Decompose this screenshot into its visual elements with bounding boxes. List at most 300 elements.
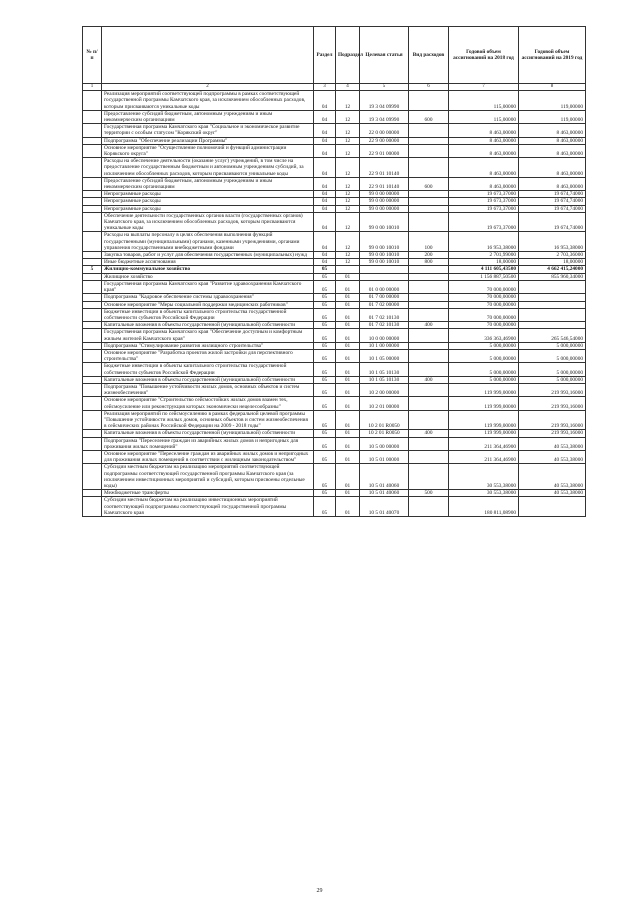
cell-allocation-2018: 70 000,00000 (449, 301, 519, 308)
cell-target-article: 99 0 00 10010 (360, 259, 409, 266)
cell-razdel: 04 (314, 91, 336, 111)
cell-num (83, 212, 102, 232)
cell-name: Подпрограмма "Повышение устойчивости жилых домов, основных объектов и систем жизнеобеспечения" (102, 383, 314, 396)
cell-num (83, 437, 102, 450)
page-number: 29 (316, 888, 323, 894)
cell-podrazdel: 01 (336, 294, 360, 301)
cell-razdel: 04 (314, 198, 336, 205)
cell-num (83, 329, 102, 342)
budget-allocation-table (82, 26, 586, 517)
cell-num (83, 430, 102, 437)
cell-target-article: 10 2 01 00000 (360, 397, 409, 410)
cell-target-article: 10 5 01 40060 (360, 490, 409, 497)
cell-name: Расходы на обеспечение деятельности (оказание услуг) учреждений, в том числе на предоставление государственным бюджетным и автономным учреждениям субсидий, за исключением обособленных расходов, которым присваиваются уникальные коды (102, 158, 314, 178)
table-row (83, 198, 586, 205)
cell-num (83, 294, 102, 301)
cell-allocation-2018: 1 156 887,50500 (449, 273, 519, 280)
cell-allocation-2019 (519, 301, 586, 308)
table-row (83, 124, 586, 137)
cell-podrazdel: 01 (336, 329, 360, 342)
cell-allocation-2018: 70 000,00000 (449, 294, 519, 301)
cell-expense-type (409, 144, 449, 157)
column-number: 6 (409, 84, 449, 91)
table-row (83, 205, 586, 212)
cell-num (83, 205, 102, 212)
cell-allocation-2019 (519, 294, 586, 301)
cell-allocation-2018: 19 673,37000 (449, 198, 519, 205)
cell-name: Жилищное хозяйство (102, 273, 314, 280)
cell-target-article: 99 0 00 00000 (360, 198, 409, 205)
cell-allocation-2019: 5 000,00000 (519, 376, 586, 383)
header-allocation-2019: Годовой объем ассигнований на 2019 год (519, 27, 586, 84)
cell-razdel: 05 (314, 301, 336, 308)
table-row (83, 232, 586, 252)
column-number: 8 (519, 84, 586, 91)
cell-allocation-2018: 336 363,46900 (449, 329, 519, 342)
cell-name: Межбюджетные трансферты (102, 490, 314, 497)
cell-expense-type (409, 342, 449, 349)
cell-num (83, 144, 102, 157)
cell-name: Подпрограмма "Переселение граждан из аварийных жилых домов и непригодных для проживания жилых помещений" (102, 437, 314, 450)
cell-target-article (360, 266, 409, 273)
cell-razdel: 04 (314, 177, 336, 190)
cell-allocation-2019: 5 000,00000 (519, 363, 586, 376)
cell-allocation-2018: 115,00000 (449, 91, 519, 111)
cell-target-article: 19 3 04 09990 (360, 91, 409, 111)
cell-target-article: 99 0 00 10010 (360, 232, 409, 252)
cell-expense-type (409, 397, 449, 410)
cell-allocation-2018: 19 673,37000 (449, 191, 519, 198)
cell-allocation-2018: 119 999,00000 (449, 397, 519, 410)
cell-allocation-2018: 211 364,46900 (449, 450, 519, 463)
cell-num (83, 410, 102, 430)
cell-razdel: 05 (314, 490, 336, 497)
cell-expense-type (409, 383, 449, 396)
cell-allocation-2019: 8 463,00000 (519, 124, 586, 137)
cell-num (83, 322, 102, 329)
cell-razdel: 05 (314, 397, 336, 410)
cell-target-article: 01 7 02 10130 (360, 322, 409, 329)
cell-name: Жилищно-коммунальное хозяйство (102, 266, 314, 273)
column-number: 3 (314, 84, 336, 91)
column-number: 5 (360, 84, 409, 91)
cell-target-article: 10 1 05 10130 (360, 376, 409, 383)
cell-podrazdel: 01 (336, 497, 360, 517)
cell-razdel: 04 (314, 252, 336, 259)
cell-expense-type (409, 158, 449, 178)
cell-target-article: 99 0 00 00000 (360, 205, 409, 212)
table-row (83, 137, 586, 144)
table-row (83, 376, 586, 383)
table-row (83, 91, 586, 111)
cell-allocation-2018: 8 463,00000 (449, 144, 519, 157)
cell-target-article: 01 7 00 00000 (360, 294, 409, 301)
table-row (83, 266, 586, 273)
cell-podrazdel: 12 (336, 137, 360, 144)
cell-expense-type (409, 497, 449, 517)
cell-target-article: 10 1 05 00000 (360, 349, 409, 362)
cell-name: Иные бюджетные ассигнования (102, 259, 314, 266)
cell-expense-type (409, 212, 449, 232)
cell-expense-type (409, 191, 449, 198)
cell-razdel: 05 (314, 266, 336, 273)
cell-name: Закупка товаров, работ и услуг для обеспечения государственных (муниципальных) нужд (102, 252, 314, 259)
cell-podrazdel: 12 (336, 191, 360, 198)
cell-name: Государственная программа Камчатского края "Развитие здравоохранения Камчатского края" (102, 280, 314, 293)
cell-target-article: 10 5 00 00000 (360, 437, 409, 450)
cell-podrazdel: 01 (336, 430, 360, 437)
cell-num (83, 198, 102, 205)
cell-name: Предоставление субсидий бюджетным, автономным учреждениям и иным некоммерческим организациям (102, 177, 314, 190)
cell-podrazdel: 01 (336, 322, 360, 329)
cell-name: Реализация мероприятий по сейсмоусилению в рамках федеральной целевой программы "Повышение устойчивости жилых домов, основных объектов и систем жизнеобеспечения в сейсмических районах Российской Федерации на 2009 - 2018 годы" (102, 410, 314, 430)
table-row (83, 144, 586, 157)
cell-expense-type (409, 363, 449, 376)
cell-target-article: 10 1 05 10130 (360, 363, 409, 376)
cell-allocation-2018: 5 000,00000 (449, 349, 519, 362)
cell-razdel: 04 (314, 144, 336, 157)
cell-name: Государственная программа Камчатского края "Обеспечение доступным и комфортным жильем жителей Камчатского края" (102, 329, 314, 342)
cell-num (83, 383, 102, 396)
cell-expense-type: 200 (409, 252, 449, 259)
cell-allocation-2018: 5 000,00000 (449, 376, 519, 383)
cell-expense-type: 600 (409, 110, 449, 123)
cell-allocation-2019: 8 463,00000 (519, 177, 586, 190)
cell-expense-type (409, 308, 449, 321)
table-row (83, 259, 586, 266)
table-row (83, 464, 586, 490)
cell-name: Основное мероприятие "Меры социальной поддержки медицинских работников" (102, 301, 314, 308)
cell-num: 5 (83, 266, 102, 273)
cell-podrazdel: 01 (336, 301, 360, 308)
cell-allocation-2018: 2 701,99000 (449, 252, 519, 259)
cell-razdel: 05 (314, 363, 336, 376)
cell-allocation-2019 (519, 280, 586, 293)
cell-name: Подпрограмма "Обеспечение реализации Программы" (102, 137, 314, 144)
cell-num (83, 158, 102, 178)
cell-num (83, 308, 102, 321)
cell-podrazdel: 12 (336, 177, 360, 190)
cell-target-article: 10 1 00 00000 (360, 342, 409, 349)
cell-razdel: 04 (314, 124, 336, 137)
cell-expense-type (409, 450, 449, 463)
cell-allocation-2019: 219 993,16000 (519, 397, 586, 410)
table-row (83, 110, 586, 123)
cell-allocation-2019: 8 463,00000 (519, 158, 586, 178)
cell-podrazdel: 01 (336, 342, 360, 349)
cell-allocation-2019: 40 553,38000 (519, 464, 586, 490)
cell-num (83, 110, 102, 123)
cell-target-article: 10 5 01 40070 (360, 497, 409, 517)
cell-allocation-2018: 19 673,37000 (449, 212, 519, 232)
cell-expense-type: 600 (409, 177, 449, 190)
cell-allocation-2018: 8 463,00000 (449, 137, 519, 144)
cell-name: Расходы на выплаты персоналу в целях обеспечения выполнения функций государственными (муниципальными) органами, казенными учреждениями, органами управления государственными внебюджетными фондами (102, 232, 314, 252)
cell-razdel: 05 (314, 294, 336, 301)
cell-allocation-2019: 40 553,38000 (519, 437, 586, 450)
column-number: 7 (449, 84, 519, 91)
column-number-row (83, 84, 586, 91)
cell-name: Капитальные вложения в объекты государственной (муниципальной) собственности (102, 376, 314, 383)
cell-allocation-2018: 30 553,38000 (449, 464, 519, 490)
cell-name: Капитальные вложения в объекты государственной (муниципальной) собственности (102, 430, 314, 437)
cell-expense-type (409, 91, 449, 111)
cell-razdel: 04 (314, 232, 336, 252)
cell-allocation-2019: 5 000,00000 (519, 342, 586, 349)
header-allocation-2018: Годовой объем ассигнований на 2018 год (449, 27, 519, 84)
table-row (83, 437, 586, 450)
cell-razdel: 05 (314, 329, 336, 342)
cell-allocation-2019 (519, 322, 586, 329)
cell-razdel: 05 (314, 383, 336, 396)
cell-podrazdel: 12 (336, 124, 360, 137)
table-row (83, 158, 586, 178)
cell-razdel: 04 (314, 212, 336, 232)
header-expense-type: Вид расходов (409, 27, 449, 84)
cell-podrazdel (336, 266, 360, 273)
cell-podrazdel: 12 (336, 259, 360, 266)
cell-allocation-2019: 8 463,00000 (519, 144, 586, 157)
header-target-article: Целевая статья (360, 27, 409, 84)
cell-allocation-2018: 8 463,00000 (449, 177, 519, 190)
cell-allocation-2018: 119 999,00000 (449, 383, 519, 396)
table-row (83, 273, 586, 280)
cell-allocation-2019: 265 546,54000 (519, 329, 586, 342)
cell-razdel: 04 (314, 110, 336, 123)
cell-target-article: 10 2 01 R0050 (360, 430, 409, 437)
cell-target-article: 22 9 00 00000 (360, 137, 409, 144)
cell-name: Непрограммные расходы (102, 198, 314, 205)
cell-podrazdel: 12 (336, 205, 360, 212)
cell-razdel: 05 (314, 430, 336, 437)
cell-name: Основное мероприятие "Разработка проектов жилой застройки для перспективного строительства" (102, 349, 314, 362)
cell-allocation-2019: 19 674,74000 (519, 191, 586, 198)
cell-allocation-2019: 16 953,38000 (519, 232, 586, 252)
cell-num (83, 280, 102, 293)
cell-podrazdel: 12 (336, 91, 360, 111)
cell-target-article: 10 0 00 00000 (360, 329, 409, 342)
cell-name: Основное мероприятие "Осуществление полномочий и функций администрации Корякского округа" (102, 144, 314, 157)
cell-target-article: 99 0 00 10010 (360, 212, 409, 232)
cell-target-article: 22 9 01 10140 (360, 177, 409, 190)
cell-target-article: 10 2 00 00000 (360, 383, 409, 396)
cell-num (83, 376, 102, 383)
table-row (83, 322, 586, 329)
cell-allocation-2018: 5 000,00000 (449, 342, 519, 349)
cell-num (83, 91, 102, 111)
cell-allocation-2018: 30 553,38000 (449, 490, 519, 497)
cell-name: Подпрограмма "Кадровое обеспечение системы здравоохранения" (102, 294, 314, 301)
column-number: 1 (83, 84, 102, 91)
cell-num (83, 232, 102, 252)
table-row (83, 308, 586, 321)
cell-podrazdel: 12 (336, 232, 360, 252)
cell-expense-type (409, 273, 449, 280)
cell-expense-type: 100 (409, 232, 449, 252)
cell-expense-type: 400 (409, 430, 449, 437)
cell-razdel: 05 (314, 322, 336, 329)
cell-name: Основное мероприятие "Переселение граждан из аварийных жилых домов и непригодных для проживания жилых помещений в соответствии с жилищным законодательством" (102, 450, 314, 463)
table-row (83, 383, 586, 396)
header-razdel: Раздел (314, 27, 336, 84)
cell-num (83, 464, 102, 490)
cell-name: Субсидии местным бюджетам на реализацию инвестиционных мероприятий соответствующей подпрограммы соответствующей государственной программы Камчатского края (102, 497, 314, 517)
cell-allocation-2018: 119 999,00000 (449, 430, 519, 437)
cell-num (83, 273, 102, 280)
cell-num (83, 177, 102, 190)
cell-target-article: 10 2 01 R0050 (360, 410, 409, 430)
cell-target-article: 99 0 00 00000 (360, 191, 409, 198)
cell-expense-type (409, 437, 449, 450)
cell-num (83, 124, 102, 137)
cell-expense-type: 800 (409, 259, 449, 266)
cell-num (83, 490, 102, 497)
cell-allocation-2018: 5 000,00000 (449, 363, 519, 376)
header-podrazdel: Подраздел (336, 27, 360, 84)
cell-razdel: 05 (314, 280, 336, 293)
cell-name: Бюджетные инвестиции в объекты капитального строительства государственной собственности субъектов Российской Федерации (102, 363, 314, 376)
cell-allocation-2019: 4 662 415,24000 (519, 266, 586, 273)
cell-name: Непрограммные расходы (102, 205, 314, 212)
cell-razdel: 04 (314, 191, 336, 198)
cell-allocation-2019: 40 553,38000 (519, 450, 586, 463)
cell-num (83, 259, 102, 266)
cell-name: Непрограммные расходы (102, 191, 314, 198)
cell-num (83, 363, 102, 376)
cell-expense-type (409, 410, 449, 430)
table-row (83, 490, 586, 497)
table-row (83, 294, 586, 301)
table-row (83, 397, 586, 410)
cell-expense-type (409, 349, 449, 362)
cell-podrazdel: 12 (336, 144, 360, 157)
cell-target-article: 01 7 02 10130 (360, 308, 409, 321)
cell-target-article: 01 7 02 00000 (360, 301, 409, 308)
table-row (83, 177, 586, 190)
column-number: 2 (102, 84, 314, 91)
cell-razdel: 04 (314, 158, 336, 178)
cell-num (83, 450, 102, 463)
cell-razdel: 05 (314, 342, 336, 349)
cell-allocation-2019: 855 960,34000 (519, 273, 586, 280)
cell-allocation-2018: 19 673,37000 (449, 205, 519, 212)
table-row (83, 450, 586, 463)
cell-expense-type (409, 464, 449, 490)
cell-razdel: 04 (314, 137, 336, 144)
header-name (102, 27, 314, 84)
cell-allocation-2019: 119,00000 (519, 91, 586, 111)
cell-num (83, 137, 102, 144)
table-row (83, 329, 586, 342)
cell-target-article: 10 5 01 00000 (360, 450, 409, 463)
cell-podrazdel: 12 (336, 158, 360, 178)
cell-target-article: 22 9 01 00000 (360, 144, 409, 157)
cell-allocation-2019: 219 993,16000 (519, 430, 586, 437)
cell-podrazdel: 01 (336, 410, 360, 430)
table-row (83, 280, 586, 293)
table-row (83, 363, 586, 376)
cell-target-article: 01 0 00 00000 (360, 280, 409, 293)
cell-allocation-2018: 8 463,00000 (449, 124, 519, 137)
cell-razdel: 05 (314, 410, 336, 430)
cell-allocation-2019: 5 000,00000 (519, 349, 586, 362)
header-num: № п/п (83, 27, 102, 84)
cell-razdel: 05 (314, 376, 336, 383)
cell-allocation-2018: 8 463,00000 (449, 158, 519, 178)
cell-podrazdel: 01 (336, 308, 360, 321)
cell-target-article (360, 273, 409, 280)
table-header-row (83, 27, 586, 84)
cell-target-article: 10 5 01 40060 (360, 464, 409, 490)
cell-name: Бюджетные инвестиции в объекты капитального строительства государственной собственности субъектов Российской Федерации (102, 308, 314, 321)
cell-num (83, 397, 102, 410)
cell-expense-type (409, 266, 449, 273)
table-row (83, 497, 586, 517)
table-row (83, 349, 586, 362)
cell-podrazdel: 01 (336, 397, 360, 410)
cell-allocation-2019: 40 553,38000 (519, 490, 586, 497)
table-row (83, 410, 586, 430)
cell-allocation-2018: 180 811,08900 (449, 497, 519, 517)
cell-podrazdel: 01 (336, 349, 360, 362)
cell-podrazdel: 12 (336, 212, 360, 232)
cell-podrazdel: 01 (336, 363, 360, 376)
cell-expense-type (409, 329, 449, 342)
cell-podrazdel: 01 (336, 383, 360, 396)
cell-allocation-2018: 211 364,46900 (449, 437, 519, 450)
cell-razdel: 05 (314, 273, 336, 280)
cell-expense-type (409, 205, 449, 212)
cell-name: Государственная программа Камчатского края "Социальное и экономическое развитие территории с особым статусом "Корякский округ" (102, 124, 314, 137)
cell-allocation-2018: 16 953,38000 (449, 232, 519, 252)
cell-razdel: 05 (314, 308, 336, 321)
cell-name: Субсидии местным бюджетам на реализацию мероприятий соответствующей подпрограммы соответствующей государственной программы Камчатского края (за исключением инвестиционных мероприятий и субсидий, которым присвоены отдельные коды) (102, 464, 314, 490)
cell-expense-type: 500 (409, 490, 449, 497)
cell-expense-type: 400 (409, 376, 449, 383)
cell-num (83, 497, 102, 517)
cell-podrazdel: 01 (336, 376, 360, 383)
cell-target-article: 19 3 04 09990 (360, 110, 409, 123)
cell-podrazdel: 01 (336, 437, 360, 450)
cell-allocation-2018: 70 000,00000 (449, 308, 519, 321)
table-row (83, 301, 586, 308)
cell-expense-type (409, 124, 449, 137)
cell-allocation-2018: 115,00000 (449, 110, 519, 123)
cell-expense-type (409, 137, 449, 144)
cell-razdel: 05 (314, 464, 336, 490)
cell-podrazdel: 01 (336, 273, 360, 280)
table-row (83, 342, 586, 349)
cell-name: Реализация мероприятий соответствующей подпрограммы в рамках соответствующей государственной программы Камчатского края, за исключением обособленных расходов, которым присваиваются уникальные коды (102, 91, 314, 111)
cell-allocation-2019 (519, 497, 586, 517)
cell-name: Основное мероприятие "Строительство сейсмостойких жилых домов взамен тех, сейсмоусиление или реконструкция которых экономически нецелесообразны" (102, 397, 314, 410)
cell-razdel: 05 (314, 437, 336, 450)
cell-allocation-2019: 18,00000 (519, 259, 586, 266)
cell-allocation-2019: 19 674,74000 (519, 198, 586, 205)
table-row (83, 252, 586, 259)
cell-name: Капитальные вложения в объекты государственной (муниципальной) собственности (102, 322, 314, 329)
cell-num (83, 349, 102, 362)
cell-name: Обеспечение деятельности государственных органов власти (государственных органов) Камчатского края, за исключением обособленных расходов, которым присваиваются уникальные коды (102, 212, 314, 232)
cell-allocation-2019: 19 674,74000 (519, 212, 586, 232)
cell-podrazdel: 12 (336, 252, 360, 259)
cell-allocation-2018: 70 000,00000 (449, 280, 519, 293)
cell-razdel: 05 (314, 497, 336, 517)
cell-target-article: 22 9 01 10140 (360, 158, 409, 178)
cell-allocation-2018: 4 111 605,43500 (449, 266, 519, 273)
cell-razdel: 05 (314, 450, 336, 463)
column-number: 4 (336, 84, 360, 91)
